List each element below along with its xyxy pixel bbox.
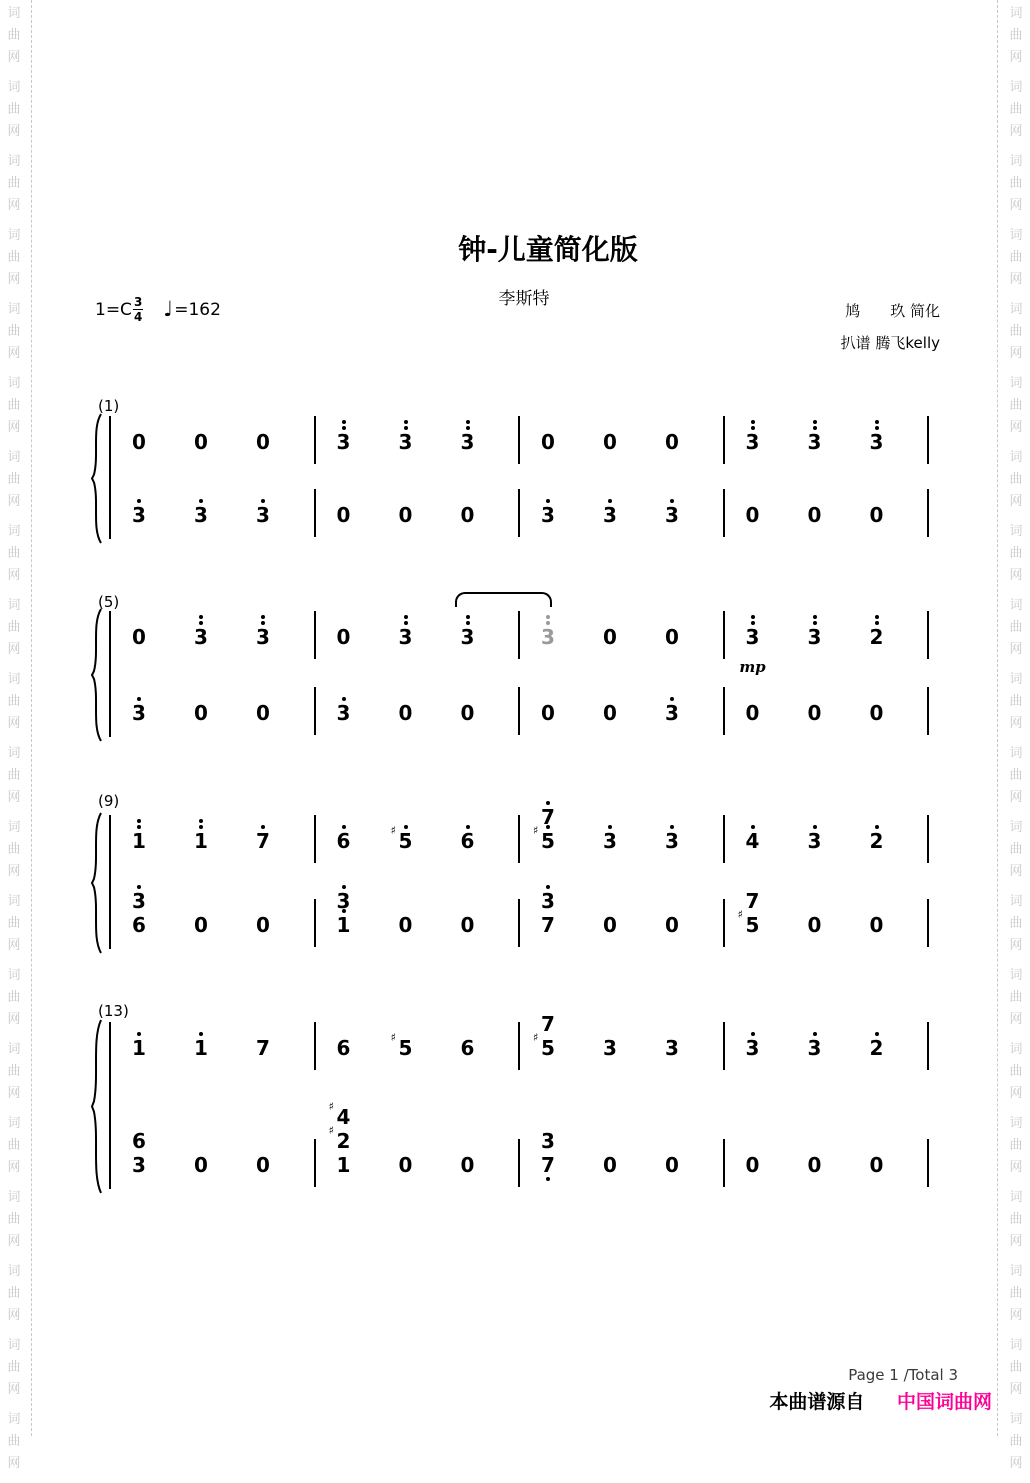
watermark-text: 词 曲 网 xyxy=(1009,598,1023,657)
octave-dot xyxy=(875,621,879,625)
rest: 0 xyxy=(194,430,208,454)
song-title: 钟-儿童简化版 xyxy=(458,233,638,266)
rest: 0 xyxy=(460,1153,475,1177)
watermark-text: 词 曲 网 xyxy=(1009,376,1023,435)
octave-dot xyxy=(466,615,470,619)
watermark-text: 词 曲 网 xyxy=(7,450,21,509)
rest: 0 xyxy=(745,1153,760,1177)
rest: 0 xyxy=(807,701,822,725)
rest: 0 xyxy=(869,701,884,725)
barline xyxy=(518,416,520,464)
note: 5 ♯ xyxy=(390,1031,413,1060)
octave-dot xyxy=(199,825,203,829)
end-barline xyxy=(927,1139,929,1187)
sharp-icon: ♯ xyxy=(328,1124,334,1137)
octave-dot xyxy=(404,420,408,424)
rest: 0 xyxy=(665,430,679,454)
octave-dot xyxy=(404,621,408,625)
note: 7 xyxy=(745,889,760,913)
watermark-text: 词 曲 网 xyxy=(1009,524,1023,583)
rest: 0 xyxy=(869,1153,884,1177)
watermark-text: 词 曲 网 xyxy=(7,1412,21,1471)
note: 3 xyxy=(659,503,685,527)
rest: 0 xyxy=(194,701,208,725)
note: 3 xyxy=(393,625,419,649)
note: 3 xyxy=(250,503,276,527)
octave-dot xyxy=(813,426,817,430)
system-start-barline xyxy=(109,416,111,539)
note: 6 xyxy=(132,1129,146,1153)
barline xyxy=(723,815,725,863)
system-start-barline xyxy=(109,611,111,737)
tempo-value: =162 xyxy=(174,299,221,320)
octave-dot xyxy=(199,615,203,619)
watermark-text: 词 曲 网 xyxy=(1009,1042,1023,1101)
rest: 0 xyxy=(460,701,475,725)
note: 1 xyxy=(188,1036,214,1060)
note: 3 xyxy=(659,829,685,853)
note: 3 xyxy=(455,625,481,649)
octave-dot xyxy=(813,615,817,619)
system-start-barline xyxy=(109,815,111,949)
watermark-text: 词 曲 网 xyxy=(7,746,21,805)
octave-dot xyxy=(546,621,550,625)
octave-dot xyxy=(466,825,470,829)
rest: 0 xyxy=(869,503,884,527)
octave-dot xyxy=(608,499,612,503)
barline xyxy=(518,687,520,735)
note: 6 xyxy=(331,829,357,853)
octave-dot xyxy=(670,697,674,701)
note: 3 xyxy=(126,889,152,913)
note: 7 xyxy=(535,1153,561,1177)
octave-dot xyxy=(342,697,346,701)
note: 3 xyxy=(535,625,561,649)
note: 3 xyxy=(864,430,890,454)
barline xyxy=(723,1022,725,1070)
note: 3 xyxy=(393,430,419,454)
barline xyxy=(723,687,725,735)
note: 5 ♯ xyxy=(737,908,760,937)
source-site-name: 中国词曲网 xyxy=(896,1391,992,1413)
end-barline xyxy=(927,611,929,659)
octave-dot xyxy=(199,819,203,823)
octave-dot xyxy=(404,825,408,829)
watermark-text: 词 曲 网 xyxy=(7,894,21,953)
watermark-text: 词 曲 网 xyxy=(7,672,21,731)
rest: 0 xyxy=(869,913,884,937)
octave-dot xyxy=(608,825,612,829)
rest: 0 xyxy=(398,913,413,937)
end-barline xyxy=(927,1022,929,1070)
octave-dot xyxy=(137,499,141,503)
end-barline xyxy=(927,489,929,537)
octave-dot xyxy=(751,615,755,619)
octave-dot xyxy=(404,426,408,430)
note: 2 ♯ xyxy=(328,1124,351,1153)
system-brace-icon xyxy=(88,413,104,544)
octave-dot xyxy=(751,420,755,424)
octave-dot xyxy=(751,825,755,829)
note: 3 xyxy=(535,889,561,913)
note: 3 xyxy=(188,503,214,527)
watermark-text: 词 曲 网 xyxy=(7,968,21,1027)
rest: 0 xyxy=(256,1153,270,1177)
end-barline xyxy=(927,687,929,735)
watermark-text: 词 曲 网 xyxy=(1009,1190,1023,1249)
rest: 0 xyxy=(665,1153,679,1177)
rest: 0 xyxy=(807,1153,822,1177)
barline xyxy=(518,1139,520,1187)
note: 3 xyxy=(740,625,766,649)
octave-dot xyxy=(137,1032,141,1036)
note: 1 xyxy=(126,829,152,853)
note: 3 xyxy=(331,701,357,725)
watermark-text: 词 曲 网 xyxy=(1009,228,1023,287)
barline xyxy=(518,815,520,863)
barline xyxy=(518,1022,520,1070)
watermark-text: 词 曲 网 xyxy=(1009,80,1023,139)
barline xyxy=(314,416,316,464)
note: 3 xyxy=(802,1036,828,1060)
rest: 0 xyxy=(603,1153,617,1177)
rest: 0 xyxy=(132,625,146,649)
watermark-text: 词 曲 网 xyxy=(7,302,21,361)
rest: 0 xyxy=(603,430,617,454)
sharp-icon: ♯ xyxy=(390,824,396,837)
barline xyxy=(314,687,316,735)
watermark-text: 词 曲 网 xyxy=(7,6,21,65)
watermark-text: 词 曲 网 xyxy=(1009,894,1023,953)
watermark-text: 词 曲 网 xyxy=(7,598,21,657)
measure-number-label: (1) xyxy=(98,397,120,415)
octave-dot xyxy=(751,621,755,625)
note: 4 ♯ xyxy=(328,1100,351,1129)
octave-dot xyxy=(813,420,817,424)
note: 5 ♯ xyxy=(533,1031,555,1060)
barline xyxy=(518,611,520,659)
note: 2 xyxy=(864,625,890,649)
octave-dot xyxy=(813,1032,817,1036)
octave-dot xyxy=(813,825,817,829)
rest: 0 xyxy=(256,430,270,454)
octave-dot xyxy=(751,1032,755,1036)
rest: 0 xyxy=(194,913,208,937)
octave-dot xyxy=(137,825,141,829)
quarter-note-icon: ♩ xyxy=(163,297,174,321)
note: 3 xyxy=(665,1036,679,1060)
end-barline xyxy=(927,815,929,863)
barline xyxy=(314,1139,316,1187)
note: 1 xyxy=(331,913,357,937)
octave-dot xyxy=(751,426,755,430)
octave-dot xyxy=(546,615,550,619)
sharp-icon: ♯ xyxy=(390,1031,396,1044)
watermark-text: 词 曲 网 xyxy=(1009,672,1023,731)
tie-arc xyxy=(455,592,553,607)
barline xyxy=(723,1139,725,1187)
watermark-text: 词 曲 网 xyxy=(7,1042,21,1101)
watermark-text: 词 曲 网 xyxy=(1009,6,1023,65)
rest: 0 xyxy=(256,701,270,725)
watermark-text: 词 曲 网 xyxy=(7,1338,21,1397)
octave-dot xyxy=(813,621,817,625)
page-indicator: Page 1 /Total 3 xyxy=(848,1366,958,1384)
octave-dot xyxy=(199,1032,203,1036)
rest: 0 xyxy=(132,430,146,454)
rest: 0 xyxy=(603,913,617,937)
note: 3 xyxy=(126,701,152,725)
watermark-text: 词 曲 网 xyxy=(1009,1116,1023,1175)
composer-name: 李斯特 xyxy=(498,289,550,309)
octave-dot xyxy=(342,426,346,430)
end-barline xyxy=(927,899,929,947)
octave-dot xyxy=(342,420,346,424)
watermark-text: 词 曲 网 xyxy=(1009,1338,1023,1397)
note: 6 xyxy=(460,1036,475,1060)
note: 3 xyxy=(188,625,214,649)
measure-number-label: (5) xyxy=(98,593,120,611)
note: 3 xyxy=(802,430,828,454)
watermark-text: 词 曲 网 xyxy=(7,154,21,213)
barline xyxy=(314,815,316,863)
barline xyxy=(723,489,725,537)
octave-dot xyxy=(670,825,674,829)
note: 1 xyxy=(126,1036,152,1060)
barline xyxy=(314,1022,316,1070)
note: 4 xyxy=(740,829,766,853)
watermark-text: 词 曲 网 xyxy=(1009,820,1023,879)
barline xyxy=(518,899,520,947)
watermark-text: 词 曲 网 xyxy=(7,1264,21,1323)
note: 3 xyxy=(535,503,561,527)
rest: 0 xyxy=(745,701,760,725)
barline xyxy=(518,489,520,537)
time-signature-denominator: 4 xyxy=(133,310,143,324)
octave-dot xyxy=(137,885,141,889)
rest: 0 xyxy=(398,701,413,725)
note: 3 xyxy=(802,829,828,853)
system-brace-icon xyxy=(88,1019,104,1194)
octave-dot xyxy=(261,621,265,625)
watermark-text: 词 曲 网 xyxy=(1009,746,1023,805)
rest: 0 xyxy=(256,913,270,937)
system-brace-icon xyxy=(88,608,104,742)
time-signature-numerator: 3 xyxy=(133,295,143,309)
watermark-text: 词 曲 网 xyxy=(7,228,21,287)
note: 3 xyxy=(455,430,481,454)
octave-dot-low xyxy=(546,1177,550,1181)
rest: 0 xyxy=(541,701,555,725)
note: 7 xyxy=(541,1012,555,1036)
source-attribution xyxy=(0,1387,992,1414)
octave-dot xyxy=(199,621,203,625)
watermark-text: 词 曲 网 xyxy=(7,1116,21,1175)
octave-dot xyxy=(342,885,346,889)
rest: 0 xyxy=(460,913,475,937)
octave-dot xyxy=(875,615,879,619)
octave-dot xyxy=(466,621,470,625)
note: 3 xyxy=(597,829,623,853)
note: 3 xyxy=(802,625,828,649)
credit-transcriber: 扒谱 腾飞kelly xyxy=(840,334,940,352)
note: 3 xyxy=(126,503,152,527)
note: 7 xyxy=(250,829,276,853)
octave-dot xyxy=(261,825,265,829)
octave-dot xyxy=(466,426,470,430)
rest: 0 xyxy=(336,503,351,527)
watermark-text: 词 曲 网 xyxy=(7,524,21,583)
key-signature: 1=C xyxy=(95,299,132,320)
sharp-icon: ♯ xyxy=(533,1031,539,1044)
note: 1 xyxy=(336,1153,351,1177)
note: 7 xyxy=(256,1036,270,1060)
octave-dot xyxy=(670,499,674,503)
note: 7 xyxy=(535,805,561,829)
octave-dot xyxy=(199,499,203,503)
watermark-text: 词 曲 网 xyxy=(1009,1412,1023,1471)
measure-number-label: (13) xyxy=(98,1002,129,1020)
note: 3 xyxy=(132,1153,146,1177)
octave-dot xyxy=(466,420,470,424)
note: 1 xyxy=(188,829,214,853)
rest: 0 xyxy=(665,913,679,937)
rest: 0 xyxy=(807,913,822,937)
note: 2 xyxy=(864,829,890,853)
barline xyxy=(723,611,725,659)
octave-dot xyxy=(875,825,879,829)
barline xyxy=(314,489,316,537)
note: 3 xyxy=(541,1129,555,1153)
barline xyxy=(723,416,725,464)
note: 3 xyxy=(597,503,623,527)
octave-dot xyxy=(875,420,879,424)
credit-arranger: 鸠 玖 简化 xyxy=(845,302,940,320)
watermark-text: 词 曲 网 xyxy=(7,376,21,435)
system-start-barline xyxy=(109,1022,111,1189)
rest: 0 xyxy=(398,503,413,527)
sharp-icon: ♯ xyxy=(737,908,743,921)
barline xyxy=(314,899,316,947)
sharp-icon: ♯ xyxy=(533,824,539,837)
note: 3 xyxy=(331,889,357,913)
rest: 0 xyxy=(603,625,617,649)
note: 3 xyxy=(740,430,766,454)
rest: 0 xyxy=(807,503,822,527)
end-barline xyxy=(927,416,929,464)
rest: 0 xyxy=(745,503,760,527)
rest: 0 xyxy=(603,701,617,725)
watermark-text: 词 曲 网 xyxy=(1009,1264,1023,1323)
watermark-text: 词 曲 网 xyxy=(1009,154,1023,213)
note: 3 xyxy=(659,701,685,725)
octave-dot xyxy=(546,499,550,503)
rest: 0 xyxy=(665,625,679,649)
note: 3 xyxy=(331,430,357,454)
rest: 0 xyxy=(460,503,475,527)
octave-dot xyxy=(546,885,550,889)
watermark-text: 词 曲 网 xyxy=(7,1190,21,1249)
octave-dot xyxy=(261,615,265,619)
note: 3 xyxy=(740,1036,766,1060)
rest: 0 xyxy=(194,1153,208,1177)
note: 6 xyxy=(455,829,481,853)
note: 6 xyxy=(132,913,146,937)
octave-dot xyxy=(137,697,141,701)
barline xyxy=(314,611,316,659)
measure-number-label: (9) xyxy=(98,792,120,810)
note: 5 ♯ xyxy=(533,824,555,853)
rest: 0 xyxy=(398,1153,413,1177)
watermark-text: 词 曲 网 xyxy=(7,80,21,139)
note: 2 xyxy=(864,1036,890,1060)
system-brace-icon xyxy=(88,812,104,954)
sharp-icon: ♯ xyxy=(328,1100,334,1113)
note: 3 xyxy=(250,625,276,649)
octave-dot xyxy=(137,819,141,823)
watermark-text: 词 曲 网 xyxy=(1009,968,1023,1027)
octave-dot xyxy=(546,801,550,805)
watermark-text: 词 曲 网 xyxy=(7,820,21,879)
octave-dot xyxy=(342,825,346,829)
note: 6 xyxy=(336,1036,351,1060)
watermark-text: 词 曲 网 xyxy=(1009,302,1023,361)
octave-dot xyxy=(875,426,879,430)
note: 7 xyxy=(541,913,555,937)
octave-dot xyxy=(875,1032,879,1036)
barline xyxy=(723,899,725,947)
watermark-text: 词 曲 网 xyxy=(1009,450,1023,509)
note: 3 xyxy=(603,1036,617,1060)
dynamic-marking: mp xyxy=(739,658,766,676)
rest: 0 xyxy=(541,430,555,454)
octave-dot xyxy=(404,615,408,619)
rest: 0 xyxy=(336,625,351,649)
note: 5 ♯ xyxy=(390,824,413,853)
octave-dot xyxy=(261,499,265,503)
source-prefix: 本曲谱源自 xyxy=(769,1391,865,1413)
